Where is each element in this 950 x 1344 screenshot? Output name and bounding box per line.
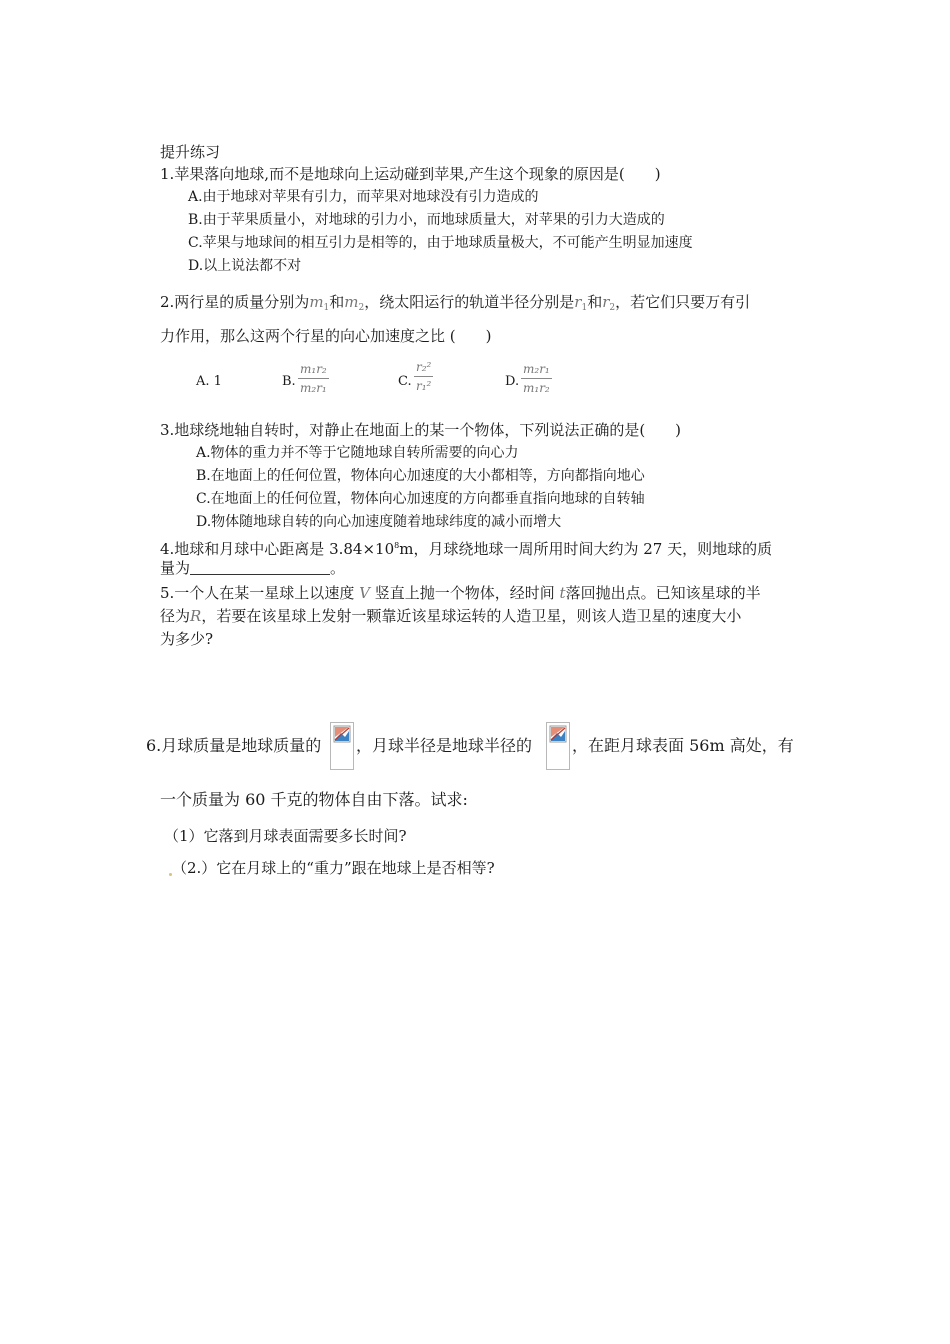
q2-option-c-numerator: r₂² bbox=[416, 360, 432, 374]
broken-image-icon bbox=[333, 725, 351, 743]
q2-option-b-label: B. bbox=[282, 374, 296, 389]
q1-option-c: C.苹果与地球间的相互引力是相等的，由于地球质量极大，不可能产生明显加速度 bbox=[188, 235, 693, 251]
q6-line2: 一个质量为 60 千克的物体自由下落。试求: bbox=[160, 790, 468, 809]
q2-m1: $m_1$ bbox=[309, 293, 330, 313]
q2-stem-a: 2.两行星的质量分别为 bbox=[160, 293, 310, 311]
q6-mass-ratio-image bbox=[330, 722, 354, 770]
q6-radius-ratio-image bbox=[546, 722, 570, 770]
broken-image-icon bbox=[549, 725, 567, 743]
q6-part-b: ，月球半径是地球半径的 bbox=[356, 736, 533, 755]
q5-line3: 为多少? bbox=[160, 630, 214, 648]
q1-option-a: A.由于地球对苹果有引力，而苹果对地球没有引力造成的 bbox=[188, 189, 539, 205]
q1-option-d: D.以上说法都不对 bbox=[188, 258, 302, 274]
q2-r2: $r_2$ bbox=[602, 293, 616, 313]
q2-option-b-fraction bbox=[298, 362, 329, 395]
q2-option-b-numerator: m₁r₂ bbox=[300, 362, 327, 376]
q2-option-d-fraction bbox=[521, 362, 552, 395]
q3-option-a: A.物体的重力并不等于它随地球自转所需要的向心力 bbox=[196, 445, 519, 461]
q6-part-a: 6.月球质量是地球质量的 bbox=[146, 736, 322, 755]
stray-mark bbox=[169, 873, 172, 876]
q4-exponent: 8 bbox=[394, 541, 400, 550]
q2-stem-c: ，若它们只要万有引 bbox=[615, 293, 751, 311]
q3-option-d: D.物体随地球自转的向心加速度随着地球纬度的减小而增大 bbox=[196, 514, 562, 530]
q5-line2: 径为R，若要在该星球上发射一颗靠近该星球运转的人造卫星，则该人造卫星的速度大小 bbox=[160, 607, 742, 625]
q2-stem-line2: 力作用，那么这两个行星的向心加速度之比 ( ) bbox=[160, 327, 492, 345]
q3-option-b: B.在地面上的任何位置，物体向心加速度的大小都相等，方向都指向地心 bbox=[196, 468, 645, 484]
q2-option-c-fraction bbox=[414, 360, 433, 393]
q3-stem: 3.地球绕地轴自转时，对静止在地面上的某一个物体，下列说法正确的是( ) bbox=[160, 421, 682, 439]
q2-option-c-denominator: r₁² bbox=[416, 379, 432, 393]
section-title: 提升练习 bbox=[160, 143, 221, 161]
q2-and1: 和 bbox=[329, 293, 345, 311]
q2-option-d-label: D. bbox=[505, 374, 520, 389]
q3-option-c: C.在地面上的任何位置，物体向心加速度的方向都垂直指向地球的自转轴 bbox=[196, 491, 645, 507]
q5-var-r: R bbox=[190, 607, 202, 625]
q6-part-c: ，在距月球表面 56m 高处，有 bbox=[572, 736, 794, 755]
q2-option-c-label: C. bbox=[398, 374, 412, 389]
q2-and2: 和 bbox=[587, 293, 603, 311]
q2-option-d-numerator: m₂r₁ bbox=[523, 362, 550, 376]
q5-var-t: t bbox=[559, 584, 566, 602]
q4-answer-blank[interactable] bbox=[190, 560, 330, 575]
q2-option-d-denominator: m₁r₂ bbox=[523, 381, 550, 395]
q6-sub1: （1）它落到月球表面需要多长时间? bbox=[164, 827, 407, 845]
q1-stem: 1.苹果落向地球,而不是地球向上运动碰到苹果,产生这个现象的原因是( ) bbox=[160, 165, 661, 183]
q4-line2: 量为 。 bbox=[160, 559, 346, 577]
q5-var-v: V bbox=[359, 584, 370, 602]
q5-line1: 5.一个人在某一星球上以速度 V 竖直上抛一个物体，经时间 t落回抛出点。已知该星球的半 bbox=[160, 584, 761, 602]
q4-line1: 4.地球和月球中心距离是 $3.84\times 10^8m$，月球绕地球一周所用时间大约为 27 天，则地球的质 bbox=[160, 540, 773, 558]
q6-sub2: （2.）它在月球上的“重力”跟在地球上是否相等? bbox=[172, 859, 495, 877]
q2-option-b-denominator: m₂r₁ bbox=[300, 381, 327, 395]
q2-m2: $m_2$ bbox=[344, 293, 365, 313]
q1-option-b: B.由于苹果质量小，对地球的引力小，而地球质量大，对苹果的引力大造成的 bbox=[188, 212, 665, 228]
q2-stem-b: ，绕太阳运行的轨道半径分别是 bbox=[364, 293, 575, 311]
q2-stem-line1 bbox=[160, 292, 750, 318]
q2-r1: $r_1$ bbox=[574, 293, 588, 313]
q2-option-a: A. 1 bbox=[196, 374, 222, 389]
